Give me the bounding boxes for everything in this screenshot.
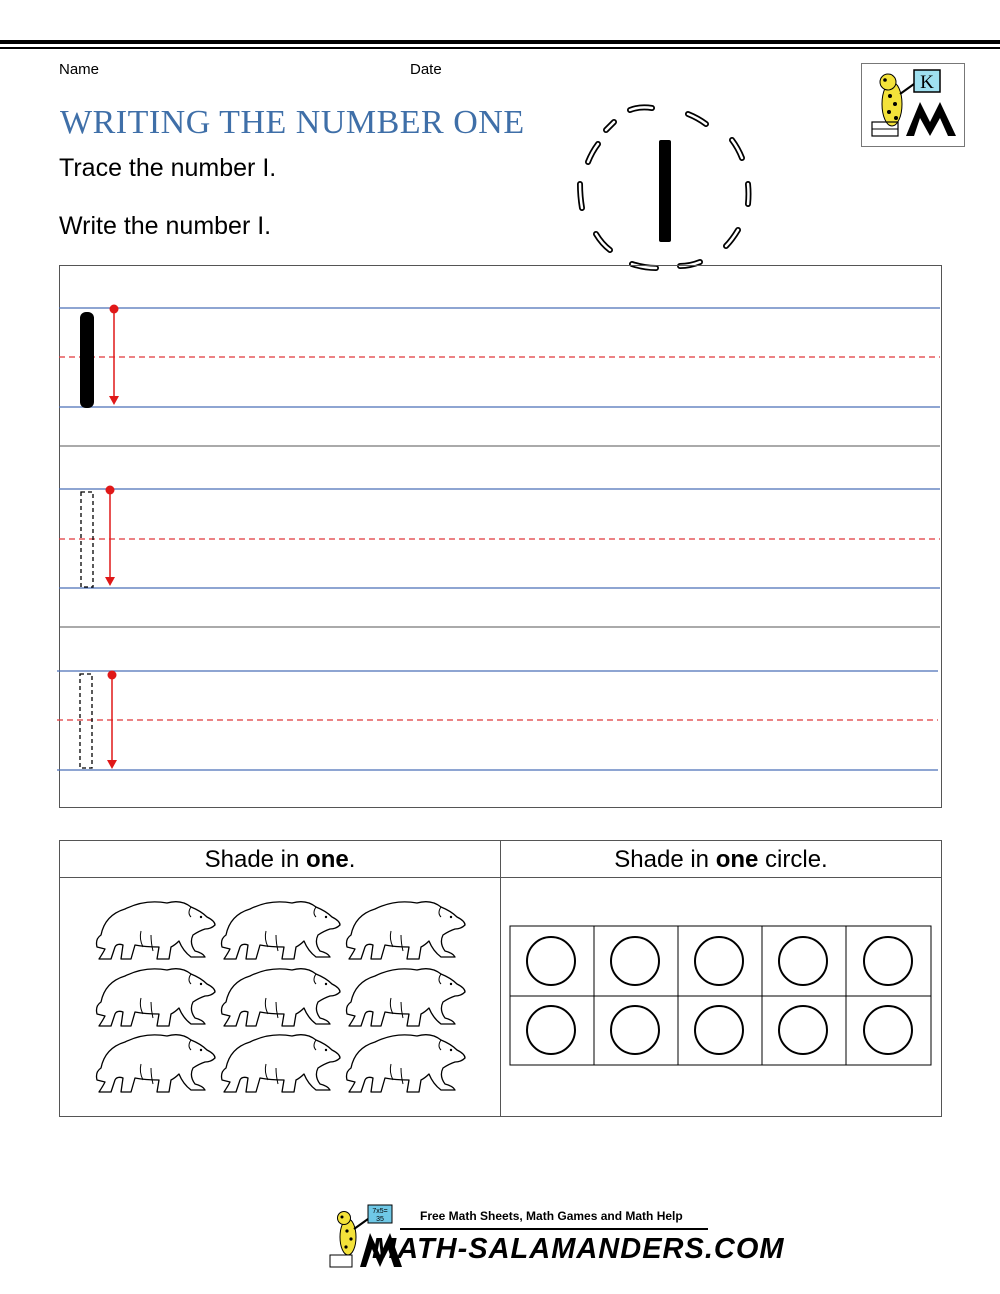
trace-instruction: Trace the number I.	[59, 154, 277, 182]
dashed-one-trace	[80, 674, 92, 768]
shade-circle[interactable]	[527, 937, 575, 985]
shade-circle[interactable]	[695, 1006, 743, 1054]
footer-brand[interactable]: MATH-SALAMANDERS.COM	[372, 1233, 785, 1265]
polar-bear	[347, 1035, 466, 1092]
polar-bear	[347, 902, 466, 959]
polar-bears-group	[90, 890, 480, 1100]
page-title: WRITING THE NUMBER ONE	[60, 104, 525, 141]
shade-circle[interactable]	[864, 937, 912, 985]
shade-circle[interactable]	[611, 937, 659, 985]
polar-bear	[97, 969, 216, 1026]
stroke-arrow	[105, 486, 115, 587]
shade-circle[interactable]	[779, 937, 827, 985]
shade-circle[interactable]	[695, 937, 743, 985]
shade-circle-header: Shade in one circle.	[614, 846, 828, 873]
svg-text:7x5=: 7x5=	[372, 1208, 388, 1215]
logo-letter: K	[920, 72, 934, 93]
practice-row-2	[59, 486, 940, 589]
polar-bear	[97, 902, 216, 959]
polar-bear	[222, 902, 341, 959]
shade-bears-header: Shade in one.	[204, 846, 356, 873]
shade-circle[interactable]	[527, 1006, 575, 1054]
polar-bear	[347, 969, 466, 1026]
ten-frame	[509, 925, 933, 1067]
solid-one-example	[80, 312, 94, 408]
polar-bear	[222, 1035, 341, 1092]
shade-circle[interactable]	[864, 1006, 912, 1054]
name-label: Name	[59, 61, 100, 78]
practice-row-3	[57, 671, 938, 771]
footer-tagline: Free Math Sheets, Math Games and Math Help	[420, 1209, 683, 1223]
shade-circle[interactable]	[611, 1006, 659, 1054]
stroke-arrow	[109, 305, 119, 406]
practice-row-1	[59, 305, 940, 409]
svg-text:35: 35	[376, 1216, 384, 1223]
write-instruction: Write the number I.	[59, 212, 272, 240]
shade-circle[interactable]	[779, 1006, 827, 1054]
polar-bear	[97, 1035, 216, 1092]
polar-bear	[222, 969, 341, 1026]
footer-rule	[400, 1228, 708, 1230]
date-label: Date	[410, 61, 442, 78]
